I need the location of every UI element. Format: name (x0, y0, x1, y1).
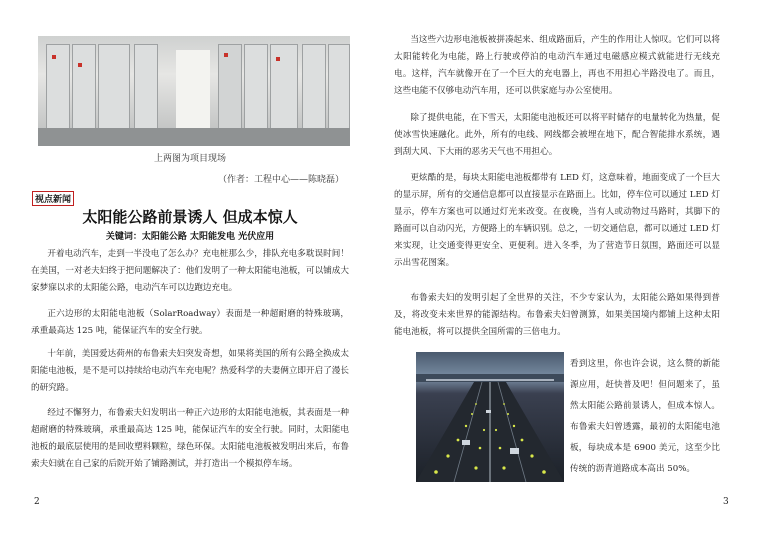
page-number: 2 (34, 497, 40, 507)
project-site-photo (38, 36, 350, 146)
cabinet-shape (244, 44, 268, 138)
cabinet-shape (302, 44, 326, 138)
author-line: （作者：工程中心——陈晓磊） (217, 175, 344, 185)
cabinet-shape (134, 44, 158, 138)
corridor-door (176, 50, 210, 134)
right-page (380, 0, 760, 536)
photo-caption: 上两图为项目现场 (153, 154, 226, 164)
floor (38, 128, 350, 146)
paragraph: 除了提供电能，在下雪天，太阳能电池板还可以将平时储存的电量转化为热量，促使冰雪快速融化。此外，所有的电线、网线都会被埋在地下，配合智能排水系统，遇到刮大风、下大雨的恶劣天气也不用担心。 (394, 113, 720, 157)
cabinet-shape (270, 44, 298, 138)
paragraph: 看到这里，你也许会说，这么赞的新能源应用，赶快普及吧！但问题来了，虽然太阳能公路前景诱人，但成本惊人。布鲁索夫妇曾透露，最初的太阳能电池板，每块成本是 6900 美元，这至少比传统的沥青道路成本高出 50%。 (570, 359, 720, 474)
solar-road-image (416, 352, 564, 482)
keywords-line: 关键词：太阳能公路 太阳能发电 光伏应用 (105, 232, 275, 242)
cabinet-shape (46, 44, 70, 138)
cabinet-shape (218, 44, 242, 138)
cabinet-shape (328, 44, 350, 138)
paragraph: 经过不懈努力，布鲁索夫妇发明出一种正六边形的太阳能电池板，其表面是一种超耐磨的特殊玻璃，承重最高达 125 吨，能保证汽车的安全行驶。同时，太阳能电池板的最底层使用的是回收塑料颗粒，绿色环保。太阳能电池板被发明出来后，布鲁索夫妇就在自己家的后院开始了铺路测试，并打造出一个模拟停车场。 (31, 408, 349, 469)
cabinet-shape (72, 44, 96, 138)
section-tag: 视点新闻 (32, 191, 74, 206)
article-title: 太阳能公路前景诱人 但成本惊人 (82, 208, 298, 226)
cabinet-shape (98, 44, 130, 138)
solar-road-drawing (416, 352, 564, 482)
page-number: 3 (723, 497, 729, 507)
paragraph: 布鲁索夫妇的发明引起了全世界的关注，不少专家认为，太阳能公路如果得到普及，将改变未来世界的能源结构。布鲁索夫妇曾测算，如果美国境内都铺上这种太阳能电池板，将可以提供全国所需的三倍电力。 (394, 293, 720, 337)
paragraph: 开着电动汽车，走到一半没电了怎么办？充电桩那么少，排队充电多耽误时间！在美国，一对老夫妇终于把问题解决了：他们发明了一种太阳能电池板，可以铺成大家梦寐以求的太阳能公路，电动汽车可以边跑边充电。 (31, 249, 349, 293)
paragraph: 当这些六边形电池板被拼凑起来、组成路面后，产生的作用让人惊叹。它们可以将太阳能转化为电能，路上行驶或停泊的电动汽车通过电磁感应模式就能进行无线充电。这样，汽车就像开在了一个巨大的充电器上，再也不用担心半路没电了。而且，这些电能不仅够电动汽车用，还可以供家庭与办公室使用。 (394, 35, 720, 96)
paragraph: 正六边形的太阳能电池板（SolarRoadway）表面是一种超耐磨的特殊玻璃，承重最高达 125 吨，能保证汽车的安全行驶。 (31, 309, 349, 336)
horizon-hills (416, 374, 564, 382)
paragraph: 更炫酷的是，每块太阳能电池板都带有 LED 灯，这意味着，地面变成了一个巨大的显示屏，所有的交通信息都可以直接显示在路面上。比如，停车位可以通过 LED 灯显示，停车方案也可以通过灯光来改变。在夜晚，当有人或动物过马路时，其脚下的路面可以自动闪光，方便路上的车辆识别。总之，一切交通信息，都可以通过 LED 灯来实现，让交通变得更安全、更便利。进入冬季，为了营造节日氛围，路面还可以显示出雪花图案。 (394, 173, 720, 268)
paragraph: 十年前，美国爱达荷州的布鲁索夫妇突发奇想，如果将美国的所有公路全换成太阳能电池板，是不是可以持续给电动汽车充电呢？热爱科学的夫妻俩立即开启了漫长的研究路。 (31, 349, 349, 393)
